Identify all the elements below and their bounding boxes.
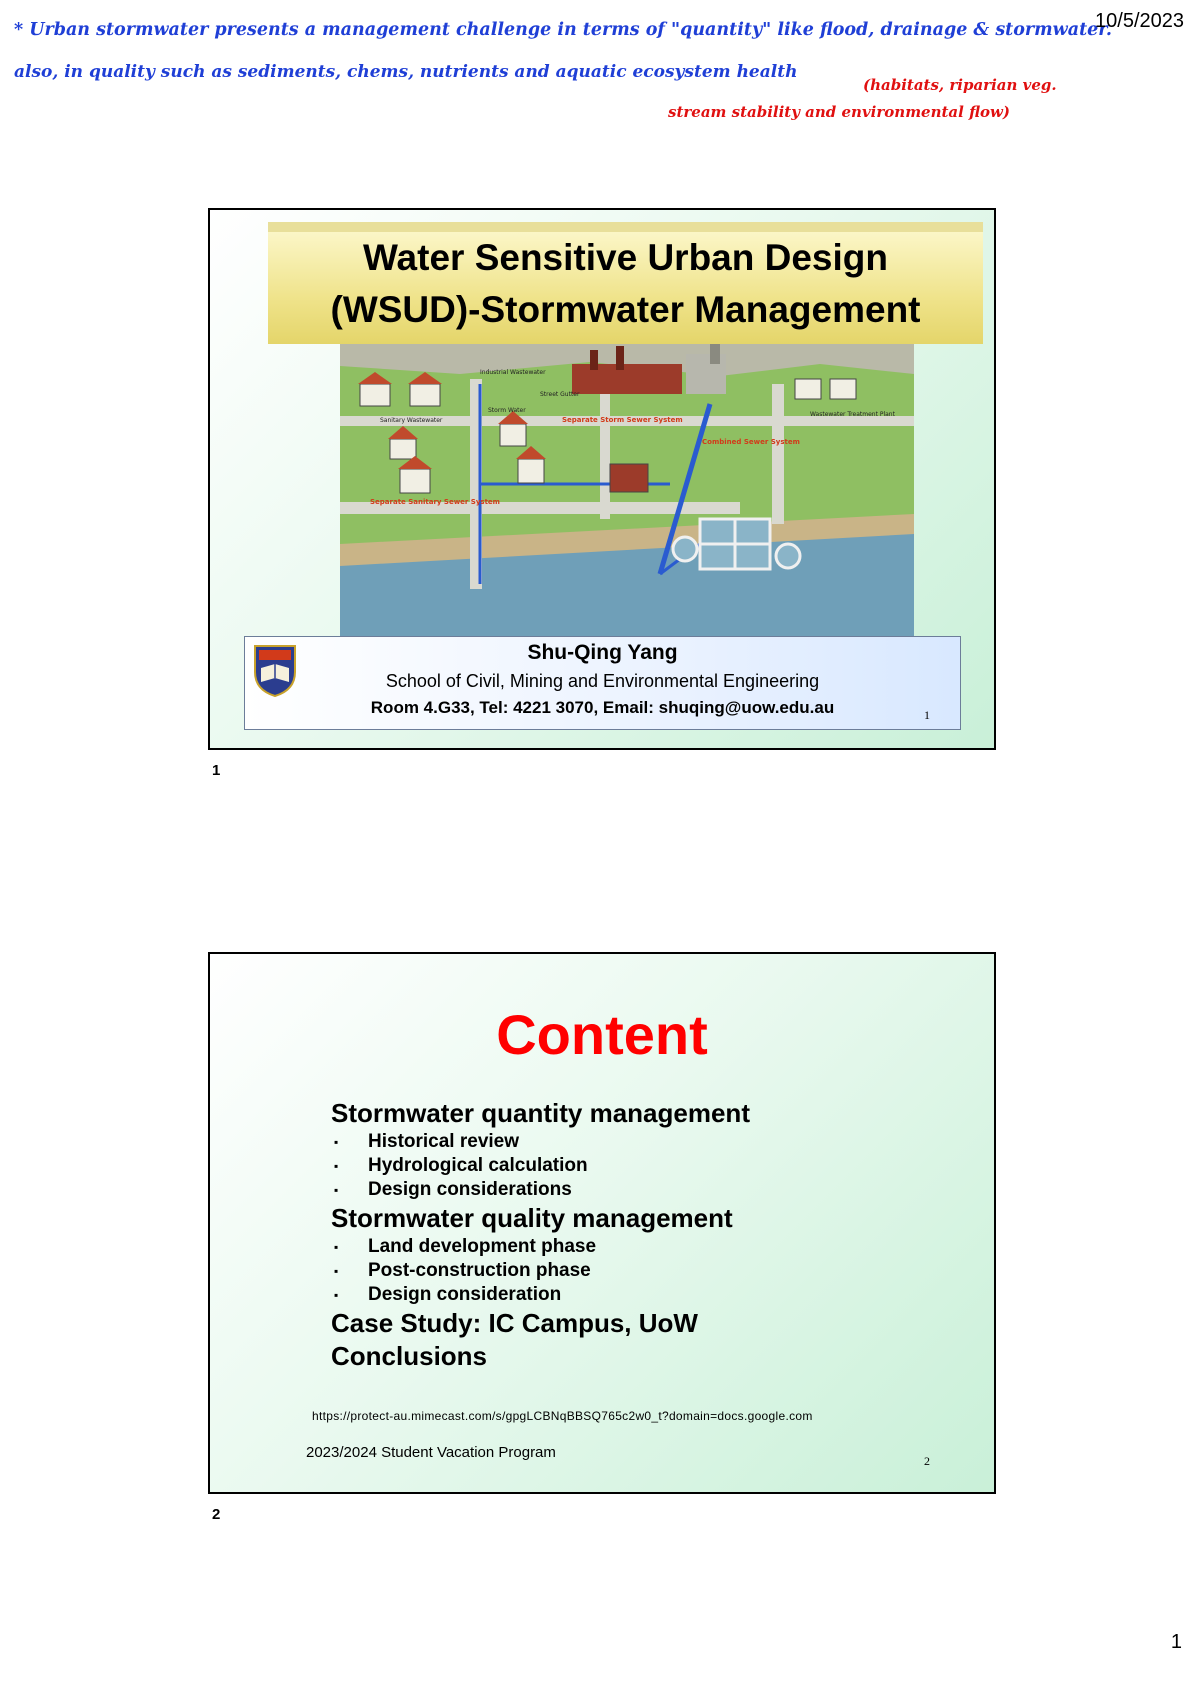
content-title: Content	[496, 1003, 708, 1066]
label-combined: Combined Sewer System	[702, 438, 800, 446]
list-item: ▪ Design considerations	[331, 1178, 750, 1202]
handwritten-note-line1: * Urban stormwater presents a management challenge in terms of "quantity" like flood, drainage & stormwater.	[14, 20, 1112, 40]
page-number: 1	[1170, 1631, 1182, 1653]
list-item: ▪ Post-construction phase	[331, 1259, 750, 1283]
label-sanitary: Sanitary Wastewater	[380, 417, 443, 424]
handwritten-note-line3: stream stability and environmental flow)	[668, 103, 1010, 121]
slide-title-line2: (WSUD)-Stormwater Management	[330, 289, 921, 330]
stormwater-system-illustration	[340, 344, 914, 642]
list-item: ▪ Hydrological calculation	[331, 1154, 750, 1178]
handwritten-note-line2: also, in quality such as sediments, chems, nutrients and aquatic ecosystem health	[14, 62, 798, 82]
page-date: 10/5/2023	[1095, 10, 1184, 32]
label-industrial: Industrial Wastewater	[480, 369, 546, 376]
reference-link[interactable]: https://protect-au.mimecast.com/s/gpgLCBNqBBSQ765c2w0_t?domain=docs.google.com	[312, 1409, 813, 1423]
handwritten-note-line2-red: (habitats, riparian veg.	[863, 76, 1057, 94]
presenter-school: School of Civil, Mining and Environmental Engineering	[385, 671, 820, 691]
presenter-contact: Room 4.G33, Tel: 4221 3070, Email: shuqing@uow.edu.au	[370, 698, 835, 717]
university-crest-icon	[253, 642, 297, 698]
label-street: Street Gutter	[540, 391, 580, 398]
slide-2-caption-number: 2	[212, 1506, 221, 1523]
slide-title-line1: Water Sensitive Urban Design	[363, 237, 888, 278]
slide-footer: 2023/2024 Student Vacation Program	[306, 1444, 556, 1461]
list-item: ▪ Historical review	[331, 1130, 750, 1154]
label-storm-water: Storm Water	[488, 407, 526, 414]
slide-2	[208, 952, 996, 1494]
slide-1-number: 1	[924, 708, 930, 722]
section-heading: Stormwater quality management	[331, 1203, 733, 1233]
list-item: ▪ Land development phase	[331, 1235, 750, 1259]
slide-2-number: 2	[924, 1454, 930, 1468]
slide-1	[208, 208, 996, 750]
list-item: ▪ Design consideration	[331, 1283, 750, 1307]
title-banner	[268, 222, 983, 344]
label-separate-storm: Separate Storm Sewer System	[562, 416, 683, 424]
conclusions-heading: Conclusions	[331, 1341, 488, 1371]
label-treatment: Wastewater Treatment Plant	[810, 411, 895, 418]
slide-1-caption-number: 1	[212, 762, 221, 779]
label-separate-sanitary: Separate Sanitary Sewer System	[370, 498, 500, 506]
section-heading: Stormwater quantity management	[331, 1098, 750, 1128]
case-study-heading: Case Study: IC Campus, UoW	[331, 1308, 698, 1338]
presenter-info-box	[244, 636, 961, 730]
content-list	[331, 1097, 750, 1373]
presenter-name: Shu-Qing Yang	[527, 641, 678, 664]
